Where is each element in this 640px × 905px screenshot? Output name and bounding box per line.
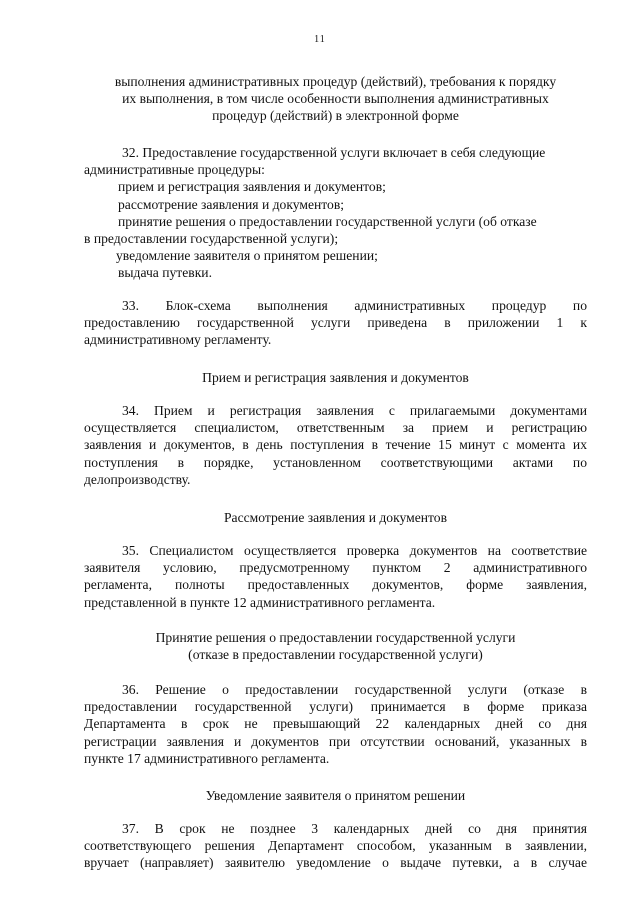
paragraph-line: осуществляется специалистом, ответственным за прием и регистрацию bbox=[84, 420, 587, 436]
section-heading-review bbox=[84, 509, 587, 526]
paragraph-line: заявления и документов, в день поступления в течение 15 минут с момента их bbox=[84, 437, 587, 453]
intro-heading-line: процедур (действий) в электронной форме bbox=[212, 108, 459, 124]
paragraph-32 bbox=[84, 144, 587, 282]
paragraph-line: соответствующего решения Департамент способом, указанным в заявлении, bbox=[84, 838, 587, 854]
paragraph-35 bbox=[84, 542, 587, 611]
paragraph-line: предоставлении государственной услуги) принимается в форме приказа bbox=[84, 699, 587, 715]
section-heading-line: (отказе в предоставлении государственной услуги) bbox=[188, 647, 483, 663]
paragraph-line: административные процедуры: bbox=[84, 162, 265, 178]
paragraph-line: административному регламенту. bbox=[84, 332, 272, 348]
list-item: уведомление заявителя о принятом решении; bbox=[116, 248, 378, 264]
list-item-continuation: в предоставлении государственной услуги); bbox=[84, 231, 339, 247]
section-heading-decision bbox=[84, 629, 587, 663]
paragraph-line: 33. Блок-схема выполнения административных процедур по bbox=[122, 298, 587, 313]
section-heading-line: Принятие решения о предоставлении государственной услуги bbox=[155, 630, 516, 645]
paragraph-line: делопроизводству. bbox=[84, 471, 191, 487]
paragraph-line: 36. Решение о предоставлении государственной услуги (отказе в bbox=[122, 682, 587, 697]
list-item: рассмотрение заявления и документов; bbox=[118, 196, 345, 212]
intro-heading-line: их выполнения, в том числе особенности выполнения административных bbox=[122, 91, 549, 107]
section-heading-reception bbox=[84, 369, 587, 386]
paragraph-line: регистрации заявления и документов при отсутствии оснований, указанных в bbox=[84, 733, 587, 749]
list-item: принятие решения о предоставлении государственной услуги (об отказе bbox=[118, 213, 537, 229]
paragraph-line: 32. Предоставление государственной услуги включает в себя следующие bbox=[122, 145, 546, 160]
list-item: выдача путевки. bbox=[118, 265, 212, 281]
paragraph-33 bbox=[84, 297, 587, 349]
paragraph-line: вручает (направляет) заявителю уведомление о выдаче путевки, а в случае bbox=[84, 855, 587, 871]
paragraph-line: пункте 17 административного регламента. bbox=[84, 750, 330, 766]
section-heading-notification bbox=[84, 787, 587, 804]
paragraph-line: представленной в пункте 12 административного регламента. bbox=[84, 594, 436, 610]
list-item: прием и регистрация заявления и документов; bbox=[118, 179, 386, 195]
paragraph-line: Департамента в срок не превышающий 22 календарных дней со дня bbox=[84, 716, 587, 732]
section-heading: Рассмотрение заявления и документов bbox=[223, 510, 447, 525]
paragraph-line: поступления в порядке, установленном соответствующими актами по bbox=[84, 454, 587, 470]
paragraph-line: 35. Специалистом осуществляется проверка документов на соответствие bbox=[122, 543, 587, 558]
section-heading: Уведомление заявителя о принятом решении bbox=[205, 788, 466, 803]
paragraph-37 bbox=[84, 820, 587, 872]
page-number: 11 bbox=[314, 34, 326, 45]
paragraph-line: 34. Прием и регистрация заявления с прилагаемыми документами bbox=[122, 403, 587, 418]
paragraph-34 bbox=[84, 402, 587, 488]
paragraph-36 bbox=[84, 681, 587, 767]
intro-heading bbox=[84, 73, 587, 125]
paragraph-line: предоставлению государственной услуги приведена в приложении 1 к bbox=[84, 315, 587, 331]
paragraph-line: 37. В срок не позднее 3 календарных дней со дня принятия bbox=[122, 821, 587, 836]
paragraph-line: регламента, полноты предоставленных документов, форме заявления, bbox=[84, 577, 587, 593]
paragraph-line: заявителя условию, предусмотренному пунктом 2 административного bbox=[84, 560, 587, 576]
intro-heading-line: выполнения административных процедур (действий), требования к порядку bbox=[114, 74, 557, 89]
section-heading: Прием и регистрация заявления и документов bbox=[202, 370, 469, 385]
